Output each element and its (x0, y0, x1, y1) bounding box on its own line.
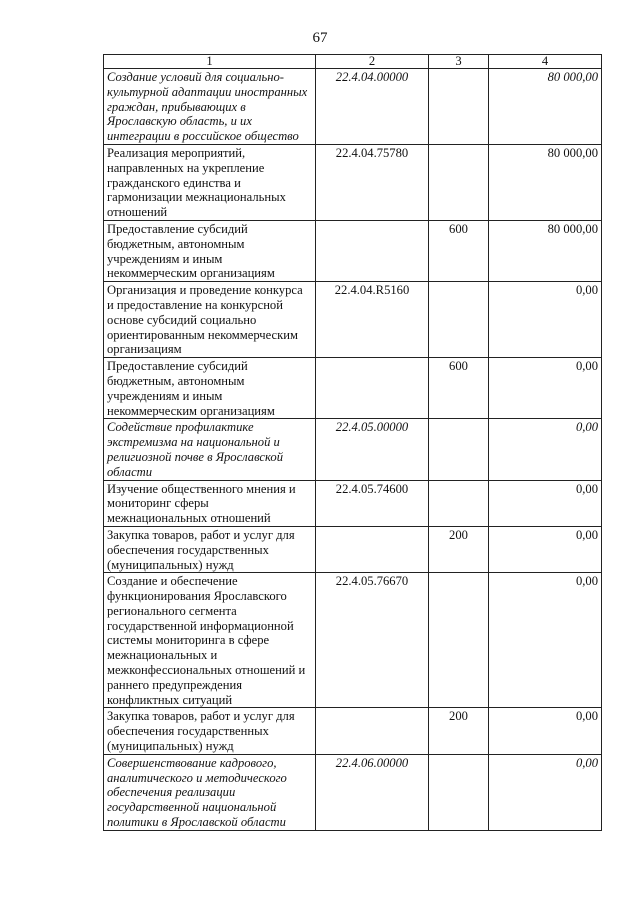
table-row (104, 480, 602, 526)
row-amount-cell: 80 000,00 (489, 220, 602, 281)
row-type-cell (429, 573, 489, 708)
row-amount-cell: 80 000,00 (489, 69, 602, 145)
page-number: 67 (312, 30, 328, 46)
header-col-3: 3 (429, 55, 489, 69)
table-row (104, 419, 602, 480)
row-name-cell: Изучение общественного мнения и мониторинг сферы межнациональных отношений (104, 480, 316, 526)
row-code-cell: 22.4.04.00000 (316, 69, 429, 145)
row-amount-cell: 0,00 (489, 419, 602, 480)
row-name-cell: Закупка товаров, работ и услуг для обеспечения государственных (муниципальных) нужд (104, 708, 316, 754)
row-amount-cell: 0,00 (489, 754, 602, 830)
row-code-cell (316, 708, 429, 754)
row-code-cell: 22.4.04.R5160 (316, 282, 429, 358)
row-type-cell: 200 (429, 708, 489, 754)
table-row (104, 573, 602, 708)
row-type-cell: 600 (429, 358, 489, 419)
table-row (104, 282, 602, 358)
table-row (104, 526, 602, 572)
row-name-cell: Создание условий для социально-культурной адаптации иностранных граждан, прибывающих в Ярославскую область, и их интеграции в российское общество (104, 69, 316, 145)
table-row (104, 144, 602, 220)
row-code-cell: 22.4.04.75780 (316, 144, 429, 220)
row-code-cell (316, 358, 429, 419)
header-col-1: 1 (104, 55, 316, 69)
table-row (104, 754, 602, 830)
row-name-cell: Содействие профилактике экстремизма на национальной и религиозной почве в Ярославской области (104, 419, 316, 480)
table-header-row (104, 55, 602, 69)
row-amount-cell: 0,00 (489, 526, 602, 572)
row-type-cell (429, 69, 489, 145)
row-amount-cell: 0,00 (489, 358, 602, 419)
row-name-cell: Организация и проведение конкурса и предоставление на конкурсной основе субсидий социально ориентированным некоммерческим организациям (104, 282, 316, 358)
row-name-cell: Предоставление субсидий бюджетным, автономным учреждениям и иным некоммерческим организациям (104, 358, 316, 419)
row-name-cell: Реализация мероприятий, направленных на укрепление гражданского единства и гармонизации межнациональных отношений (104, 144, 316, 220)
row-name-cell: Закупка товаров, работ и услуг для обеспечения государственных (муниципальных) нужд (104, 526, 316, 572)
table-row (104, 69, 602, 145)
row-amount-cell: 0,00 (489, 480, 602, 526)
table-body (104, 69, 602, 831)
row-name-cell: Создание и обеспечение функционирования Ярославского регионального сегмента государственной информационной системы мониторинга в сфере межнациональных и межконфессиональных отношений и раннего предупреждения конфликтных ситуаций (104, 573, 316, 708)
row-name-cell: Предоставление субсидий бюджетным, автономным учреждениям и иным некоммерческим организациям (104, 220, 316, 281)
row-amount-cell: 0,00 (489, 282, 602, 358)
table-row (104, 358, 602, 419)
row-code-cell: 22.4.05.76670 (316, 573, 429, 708)
budget-table (103, 54, 602, 831)
row-type-cell (429, 419, 489, 480)
header-col-2: 2 (316, 55, 429, 69)
row-amount-cell: 0,00 (489, 573, 602, 708)
table-row (104, 708, 602, 754)
row-type-cell: 200 (429, 526, 489, 572)
row-name-cell: Совершенствование кадрового, аналитического и методического обеспечения реализации государственной национальной политики в Ярославской области (104, 754, 316, 830)
table-row (104, 220, 602, 281)
row-type-cell (429, 480, 489, 526)
row-code-cell (316, 526, 429, 572)
row-code-cell: 22.4.06.00000 (316, 754, 429, 830)
row-type-cell (429, 282, 489, 358)
row-type-cell (429, 144, 489, 220)
row-type-cell (429, 754, 489, 830)
row-code-cell: 22.4.05.00000 (316, 419, 429, 480)
row-amount-cell: 0,00 (489, 708, 602, 754)
header-col-4: 4 (489, 55, 602, 69)
row-amount-cell: 80 000,00 (489, 144, 602, 220)
row-code-cell (316, 220, 429, 281)
row-code-cell: 22.4.05.74600 (316, 480, 429, 526)
row-type-cell: 600 (429, 220, 489, 281)
